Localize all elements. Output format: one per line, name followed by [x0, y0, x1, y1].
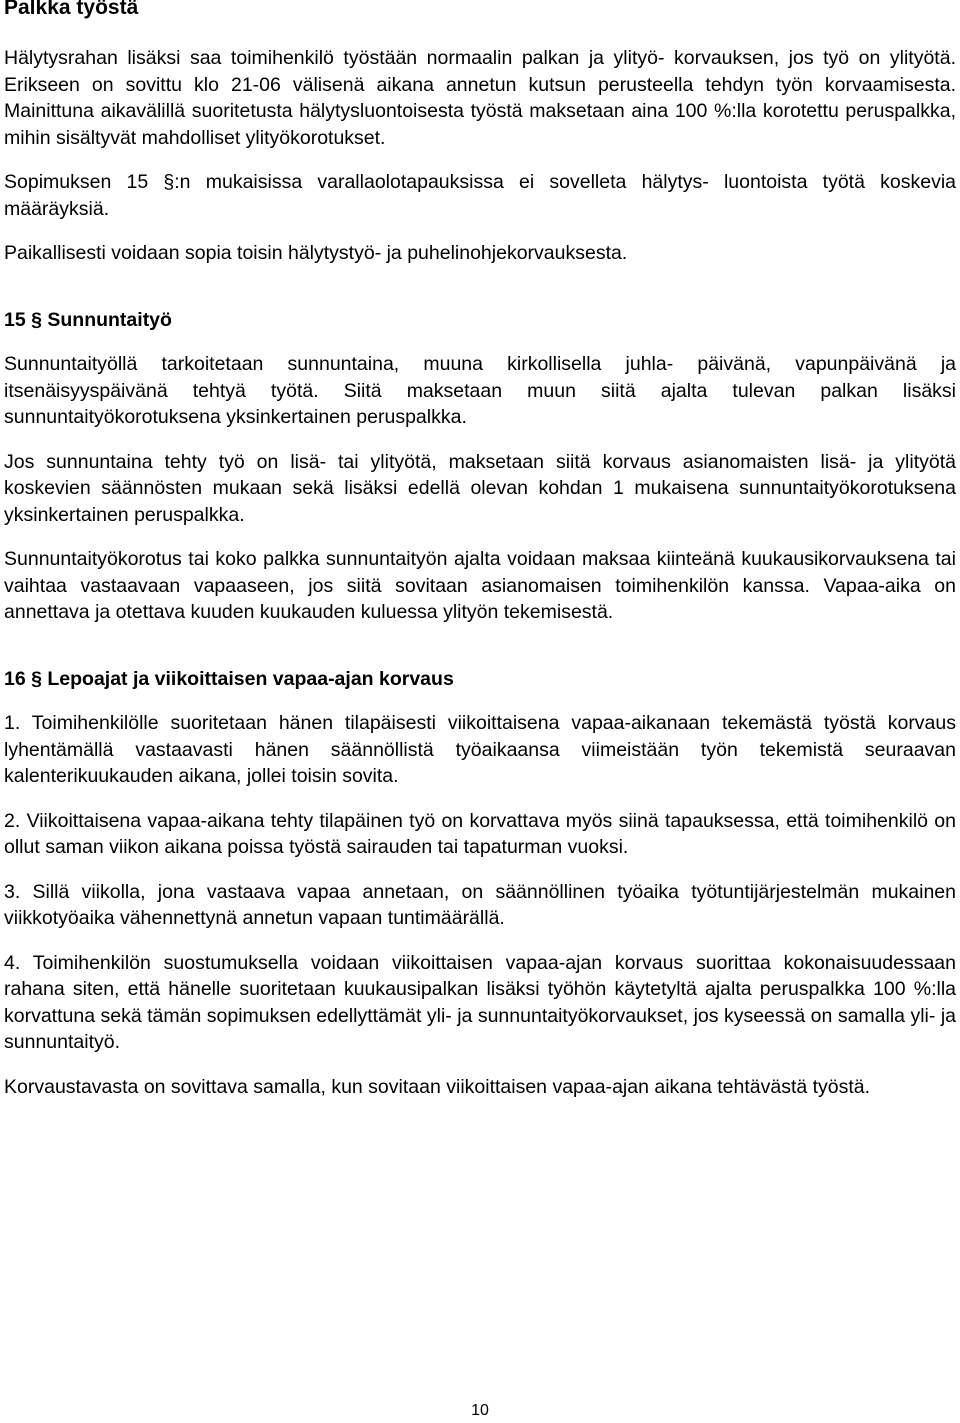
document-page	[4, 0, 956, 1100]
paragraph: 3. Sillä viikolla, jona vastaava vapaa annetaan, on säännöllinen työaika työtuntijärjestelmän mukainen viikkotyöaika vähennettynä annetun vapaan tuntimäärällä.	[4, 880, 956, 929]
paragraph: Paikallisesti voidaan sopia toisin hälytystyö- ja puhelinohjekorvauksesta.	[4, 242, 628, 264]
heading-section-16: 16 § Lepoajat ja viikoittaisen vapaa-ajan korvaus	[4, 667, 454, 690]
paragraph: Sunnuntaityöllä tarkoitetaan sunnuntaina, muuna kirkollisella juhla- päivänä, vapunpäivänä ja itsenäisyyspäivänä tehtyä työtä. Siitä maksetaan muun siitä ajalta tulevan palkan lisäksi sunnuntaityökorotuksena yksinkertainen peruspalkka.	[4, 353, 956, 428]
paragraph: Sopimuksen 15 §:n mukaisissa varallaolotapauksissa ei sovelleta hälytys- luontoista työtä koskevia määräyksiä.	[4, 171, 956, 220]
heading-section-15: 15 § Sunnuntaityö	[4, 308, 172, 331]
paragraph: Jos sunnuntaina tehty työ on lisä- tai ylityötä, maksetaan siitä korvaus asianomaisten lisä- ja ylityötä koskevien säännösten mukaan sekä lisäksi edellä olevan kohdan 1 mukaisena sunnuntaityökorotuksena yksinkertainen peruspalkka.	[4, 450, 956, 526]
paragraph: Hälytysrahan lisäksi saa toimihenkilö työstään normaalin palkan ja ylityö- korvauksen, jos työ on ylityötä. Erikseen on sovittu klo 21-06 välisenä aikana annetun kutsun perusteella tehdyn työn korvaamisesta. Mainittuna aikavälillä suoritetusta hälytysluontoisesta työstä maksetaan aina 100 %:lla korotettu peruspalkka, mihin sisältyvät mahdolliset ylityökorotukset.	[4, 47, 956, 149]
paragraph: 1. Toimihenkilölle suoritetaan hänen tilapäisesti viikoittaisena vapaa-aikanaan tekemästä työstä korvaus lyhentämällä vastaavasti hänen säännöllistä työaikaansa viimeistään työn tekemistä seuraavan kalenterikuukauden aikana, jollei toisin sovita.	[4, 712, 956, 787]
paragraph: Korvaustavasta on sovittava samalla, kun sovitaan viikoittaisen vapaa-ajan aikana tehtävästä työstä.	[4, 1075, 871, 1098]
paragraph: 2. Viikoittaisena vapaa-aikana tehty tilapäinen työ on korvattava myös siinä tapauksessa, että toimihenkilö on ollut saman viikon aikana poissa työstä sairauden tai tapaturman vuoksi.	[4, 809, 956, 858]
paragraph: Sunnuntaityökorotus tai koko palkka sunnuntaityön ajalta voidaan maksaa kiinteänä kuukausikorvauksena tai vaihtaa vastaavaan vapaaseen, jos siitä sovitaan asianomaisen toimihenkilön kanssa. Vapaa-aika on annettava ja otettava kuuden kuukauden kuluessa ylityön tekemisestä.	[4, 548, 956, 623]
page-number: 10	[471, 1402, 489, 1419]
paragraph: 4. Toimihenkilön suostumuksella voidaan viikoittaisen vapaa-ajan korvaus suorittaa kokonaisuudessaan rahana siten, että hänelle suoritetaan kuukausipalkan lisäksi työhön käytetyltä ajalta peruspalkka 100 %:lla korvattuna sekä tämän sopimuksen edellyttämät yli- ja sunnuntaityökorvaukset, jos kyseessä on samalla yli- ja sunnuntaityö.	[4, 951, 956, 1053]
heading-palkka-tyosta: Palkka työstä	[4, 0, 139, 19]
